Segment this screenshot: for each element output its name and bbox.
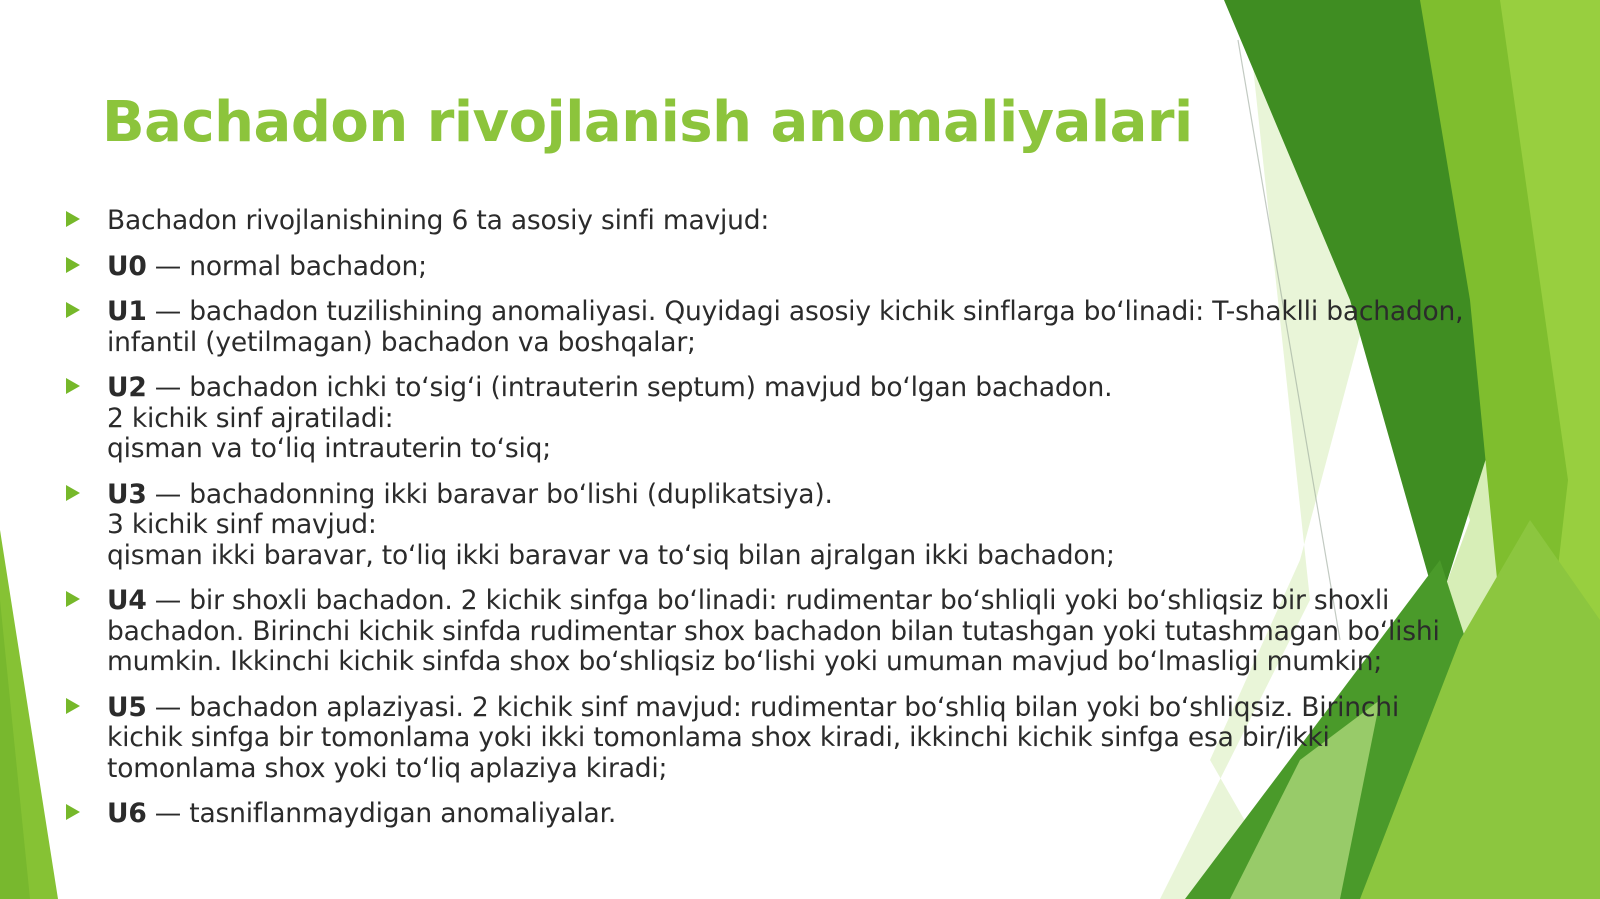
green-triangle-arrow-icon: [66, 378, 80, 394]
bullet-text: mumkin. Ikkinchi kichik sinfda shox boʻshliqsiz boʻlishi yoki umuman mavjud boʻlmasligi mumkin;: [107, 646, 1383, 677]
bullet-item: [62, 480, 1482, 572]
bullet-text: — bachadon tuzilishining anomaliyasi. Quyidagi asosiy kichik sinflarga boʻlinadi: T-shaklli bachadon,: [146, 296, 1464, 327]
bullet-item: [62, 586, 1482, 678]
bullet-code: U4: [107, 585, 147, 616]
bullet-text: qisman va toʻliq intrauterin toʻsiq;: [107, 433, 551, 464]
bullet-line: [107, 510, 1482, 541]
bullet-text: — bachadonning ikki baravar boʻlishi (duplikatsiya).: [146, 478, 833, 510]
bullet-line: [107, 723, 1482, 754]
bullet-item: [62, 373, 1482, 465]
bullet-line: [107, 754, 1482, 785]
bullet-item: [62, 297, 1482, 358]
bullet-text: — tasniflanmaydigan anomaliyalar.: [146, 798, 617, 829]
bullet-item: [62, 693, 1482, 785]
bullet-text: — bachadon ichki toʻsigʻi (intrauterin septum) mavjud boʻlgan bachadon.: [146, 372, 1113, 403]
bullet-line: [107, 541, 1482, 572]
bullet-line: [107, 328, 1482, 359]
bullet-code: U1: [107, 296, 147, 327]
bullet-line: [107, 480, 1482, 511]
bullet-text: infantil (yetilmagan) bachadon va boshqalar;: [107, 326, 696, 358]
bullet-list: [62, 206, 1482, 845]
bullet-text: tomonlama shox yoki toʻliq aplaziya kiradi;: [107, 752, 668, 784]
bullet-line: [107, 647, 1482, 678]
bullet-line: [107, 297, 1482, 328]
bullet-item: [62, 252, 1482, 283]
bullet-text: 3 kichik sinf mavjud:: [107, 509, 377, 540]
green-triangle-arrow-icon: [66, 698, 80, 714]
bullet-text: — bachadon aplaziyasi. 2 kichik sinf mavjud: rudimentar boʻshliq bilan yoki boʻshliqsiz. Birinchi: [146, 691, 1400, 723]
green-triangle-arrow-icon: [66, 804, 80, 820]
bullet-line: [107, 617, 1482, 648]
slide-title: Bachadon rivojlanish anomaliyalari: [102, 90, 1193, 155]
bullet-line: [107, 434, 1482, 465]
bullet-line: [107, 404, 1482, 435]
bullet-text: 2 kichik sinf ajratiladi:: [107, 402, 394, 434]
bullet-text: — normal bachadon;: [146, 250, 427, 282]
bullet-line: [107, 252, 1482, 283]
bullet-line: [107, 799, 1482, 830]
bullet-text: — bir shoxli bachadon. 2 kichik sinfga boʻlinadi: rudimentar boʻshliqli yoki boʻshliqsiz bir shoxli: [146, 585, 1390, 616]
green-triangle-arrow-icon: [66, 302, 80, 318]
bullet-code: U3: [107, 478, 147, 510]
bullet-line: [107, 373, 1482, 404]
bullet-item: [62, 799, 1482, 830]
bullet-text: bachadon. Birinchi kichik sinfda rudimentar shox bachadon bilan tutashgan yoki tutashmagan boʻlishi: [107, 615, 1440, 647]
bullet-code: U6: [107, 798, 147, 829]
bullet-text: qisman ikki baravar, toʻliq ikki baravar va toʻsiq bilan ajralgan ikki bachadon;: [107, 539, 1115, 571]
bullet-code: U2: [107, 372, 147, 403]
bullet-code: U0: [107, 250, 147, 282]
bullet-code: U5: [107, 691, 147, 723]
bullet-line: [107, 586, 1482, 617]
green-triangle-arrow-icon: [66, 591, 80, 607]
bullet-text: Bachadon rivojlanishining 6 ta asosiy sinfi mavjud:: [107, 205, 770, 236]
bullet-text: kichik sinfga bir tomonlama yoki ikki tomonlama shox kiradi, ikkinchi kichik sinfga esa bir/ikki: [107, 722, 1330, 753]
bullet-line: [107, 206, 1482, 237]
bullet-line: [107, 693, 1482, 724]
green-triangle-arrow-icon: [66, 485, 80, 501]
green-triangle-arrow-icon: [66, 257, 80, 273]
green-triangle-arrow-icon: [66, 211, 80, 227]
bullet-item: [62, 206, 1482, 237]
